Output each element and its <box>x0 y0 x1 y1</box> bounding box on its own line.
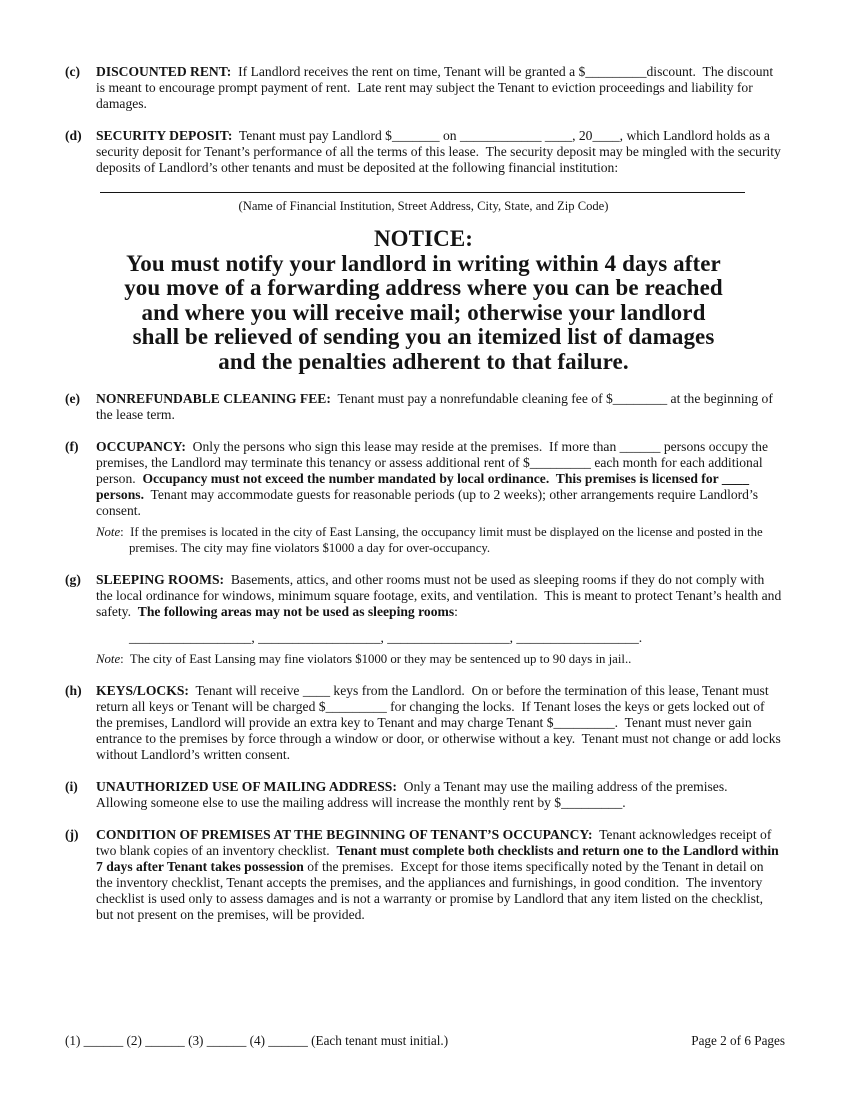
notice-block <box>65 227 782 375</box>
page-footer <box>65 1033 785 1049</box>
text-run: : If the premises is located in the city of East Lansing, the occupancy limit must be displayed on the license and posted in the premises. The city may fine violators $1000 a day for over-occupancy. <box>120 524 766 555</box>
section-body <box>96 64 782 112</box>
section-paragraph <box>96 439 782 519</box>
section-paragraph <box>96 651 782 667</box>
section-body <box>96 391 782 423</box>
section-marker: (d) <box>65 128 82 143</box>
text-run: Note <box>96 524 121 539</box>
section-body <box>96 571 785 667</box>
section-marker: (e) <box>65 390 81 406</box>
section-body <box>96 827 782 923</box>
text-run: Occupancy must not exceed the number mandated by local ordinance. This premises is licensed for ____ persons. <box>96 470 753 502</box>
notice-title: NOTICE: <box>373 226 474 251</box>
section-body <box>96 439 782 556</box>
text-run: Tenant must pay a nonrefundable cleaning fee of $________ at the beginning of the lease term. <box>96 390 777 422</box>
text-run: OCCUPANCY: <box>96 438 186 454</box>
section-paragraph <box>96 630 782 646</box>
lease-content <box>65 64 785 939</box>
section-paragraph <box>96 391 782 423</box>
lease-section-i <box>65 779 782 811</box>
lease-section-g <box>65 571 785 667</box>
section-paragraph <box>96 64 782 112</box>
text-run: KEYS/LOCKS: <box>96 682 189 698</box>
notice-line: You must notify your landlord in writing within 4 days after <box>126 250 721 276</box>
section-paragraph <box>96 128 785 176</box>
section-paragraph <box>96 524 782 556</box>
text-run: CONDITION OF PREMISES AT THE BEGINNING OF TENANT’S OCCUPANCY: <box>96 826 593 842</box>
section-marker: (i) <box>65 778 78 794</box>
section-marker: (h) <box>65 682 82 698</box>
text-run: UNAUTHORIZED USE OF MAILING ADDRESS: <box>96 778 397 794</box>
section-body <box>96 682 785 763</box>
text-run: Tenant acknowledges receipt of two blank copies of an inventory checklist. <box>96 826 775 858</box>
text-run: __________________, __________________, __________________, __________________. <box>129 629 643 645</box>
section-marker: (j) <box>65 826 79 842</box>
lease-section-e <box>65 391 782 423</box>
text-run: Note <box>96 651 121 666</box>
text-run: SECURITY DEPOSIT: <box>96 128 233 143</box>
section-paragraph <box>96 682 785 763</box>
section-body <box>96 779 782 811</box>
section-marker: (f) <box>65 438 79 454</box>
text-run: Tenant may accommodate guests for reasonable periods (up to 2 weeks); other arrangements require Landlord’s consent. <box>96 486 762 518</box>
text-run: The following areas may not be used as sleeping rooms <box>137 603 455 619</box>
fill-in-line <box>100 192 745 193</box>
text-run: If Landlord receives the rent on time, Tenant will be granted a $_________discount. The discount is meant to encourage prompt payment of rent. Late rent may subject the Tenant to eviction proceedings and liability for damages. <box>96 64 777 111</box>
section-paragraph <box>96 571 785 620</box>
text-run: of the premises. Except for those items specifically noted by the Tenant in detail on the inventory checklist, Tenant accepts the premises, and the appliances and furnishings, in good condition. The inventory checklist is used only to assess damages and is not a warranty or promise by Landlord that any item listed on the checklist, but not present on the premises, will be provided. <box>96 858 767 922</box>
fill-in-caption: (Name of Financial Institution, Street Address, City, State, and Zip Code) <box>238 199 609 213</box>
tenant-initials-line: (1) ______ (2) ______ (3) ______ (4) ______ (Each tenant must initial.) <box>65 1033 449 1048</box>
text-run: Only a Tenant may use the mailing address of the premises. Allowing someone else to use the mailing address will increase the monthly rent by $_________. <box>96 778 734 810</box>
text-run: NONREFUNDABLE CLEANING FEE: <box>96 390 331 406</box>
lease-section-h <box>65 682 785 763</box>
lease-section-d <box>65 128 785 176</box>
notice-line: and where you will receive mail; otherwise your landlord <box>141 299 706 325</box>
text-run: Basements, attics, and other rooms must not be used as sleeping rooms if they do not comply with the local ordinance for windows, minimum square footage, exits, and ventilation. This is meant to protect Tenant’s health and safety. <box>96 571 785 619</box>
text-run: Tenant must complete both checklists and return one to the Landlord within 7 days after Tenant takes possession <box>96 842 783 874</box>
section-paragraph <box>96 827 782 923</box>
lease-blocks <box>65 64 785 923</box>
text-run: Tenant will receive ____ keys from the Landlord. On or before the termination of this lease, Tenant must return all keys or Tenant will be charged $_________ for changing the locks. If Tenant loses the keys or gets locked out of the premises, Landlord will provide an extra key to Tenant and may charge Tenant $_________. Tenant must never gain entrance to the premises by force through a window or door, or otherwise without a key. Tenant must not change or add locks without Landlord’s written consent. <box>96 682 785 762</box>
text-run: DISCOUNTED RENT: <box>96 64 232 79</box>
section-marker: (c) <box>65 64 81 79</box>
notice-line: you move of a forwarding address where you can be reached <box>124 275 723 301</box>
lease-section-f <box>65 439 782 556</box>
lease-section-j <box>65 827 782 923</box>
text-run: Only the persons who sign this lease may reside at the premises. If more than ______ persons occupy the premises, the Landlord may terminate this tenancy or assess additional rent of $_________ each month for each additional person. <box>96 438 772 486</box>
notice-line: and the penalties adherent to that failure. <box>218 348 629 374</box>
section-paragraph <box>96 779 782 811</box>
notice-line: shall be relieved of sending you an itemized list of damages <box>132 324 715 350</box>
section-marker: (g) <box>65 571 81 587</box>
text-run: : <box>454 603 458 619</box>
lease-section-c <box>65 64 782 112</box>
text-run: Tenant must pay Landlord $_______ on ____________ ____, 20____, which Landlord holds as a security deposit for Tenant’s performance of all the terms of this lease. The security deposit may be mingled with the security deposits of Landlord’s other tenants and must be deposited at the following financial institution: <box>96 128 785 175</box>
text-run: SLEEPING ROOMS: <box>96 571 225 587</box>
section-body <box>96 128 785 176</box>
text-run: : The city of East Lansing may fine violators $1000 or they may be sentenced up to 90 days in jail.. <box>120 651 632 666</box>
page-number: Page 2 of 6 Pages <box>691 1033 785 1048</box>
